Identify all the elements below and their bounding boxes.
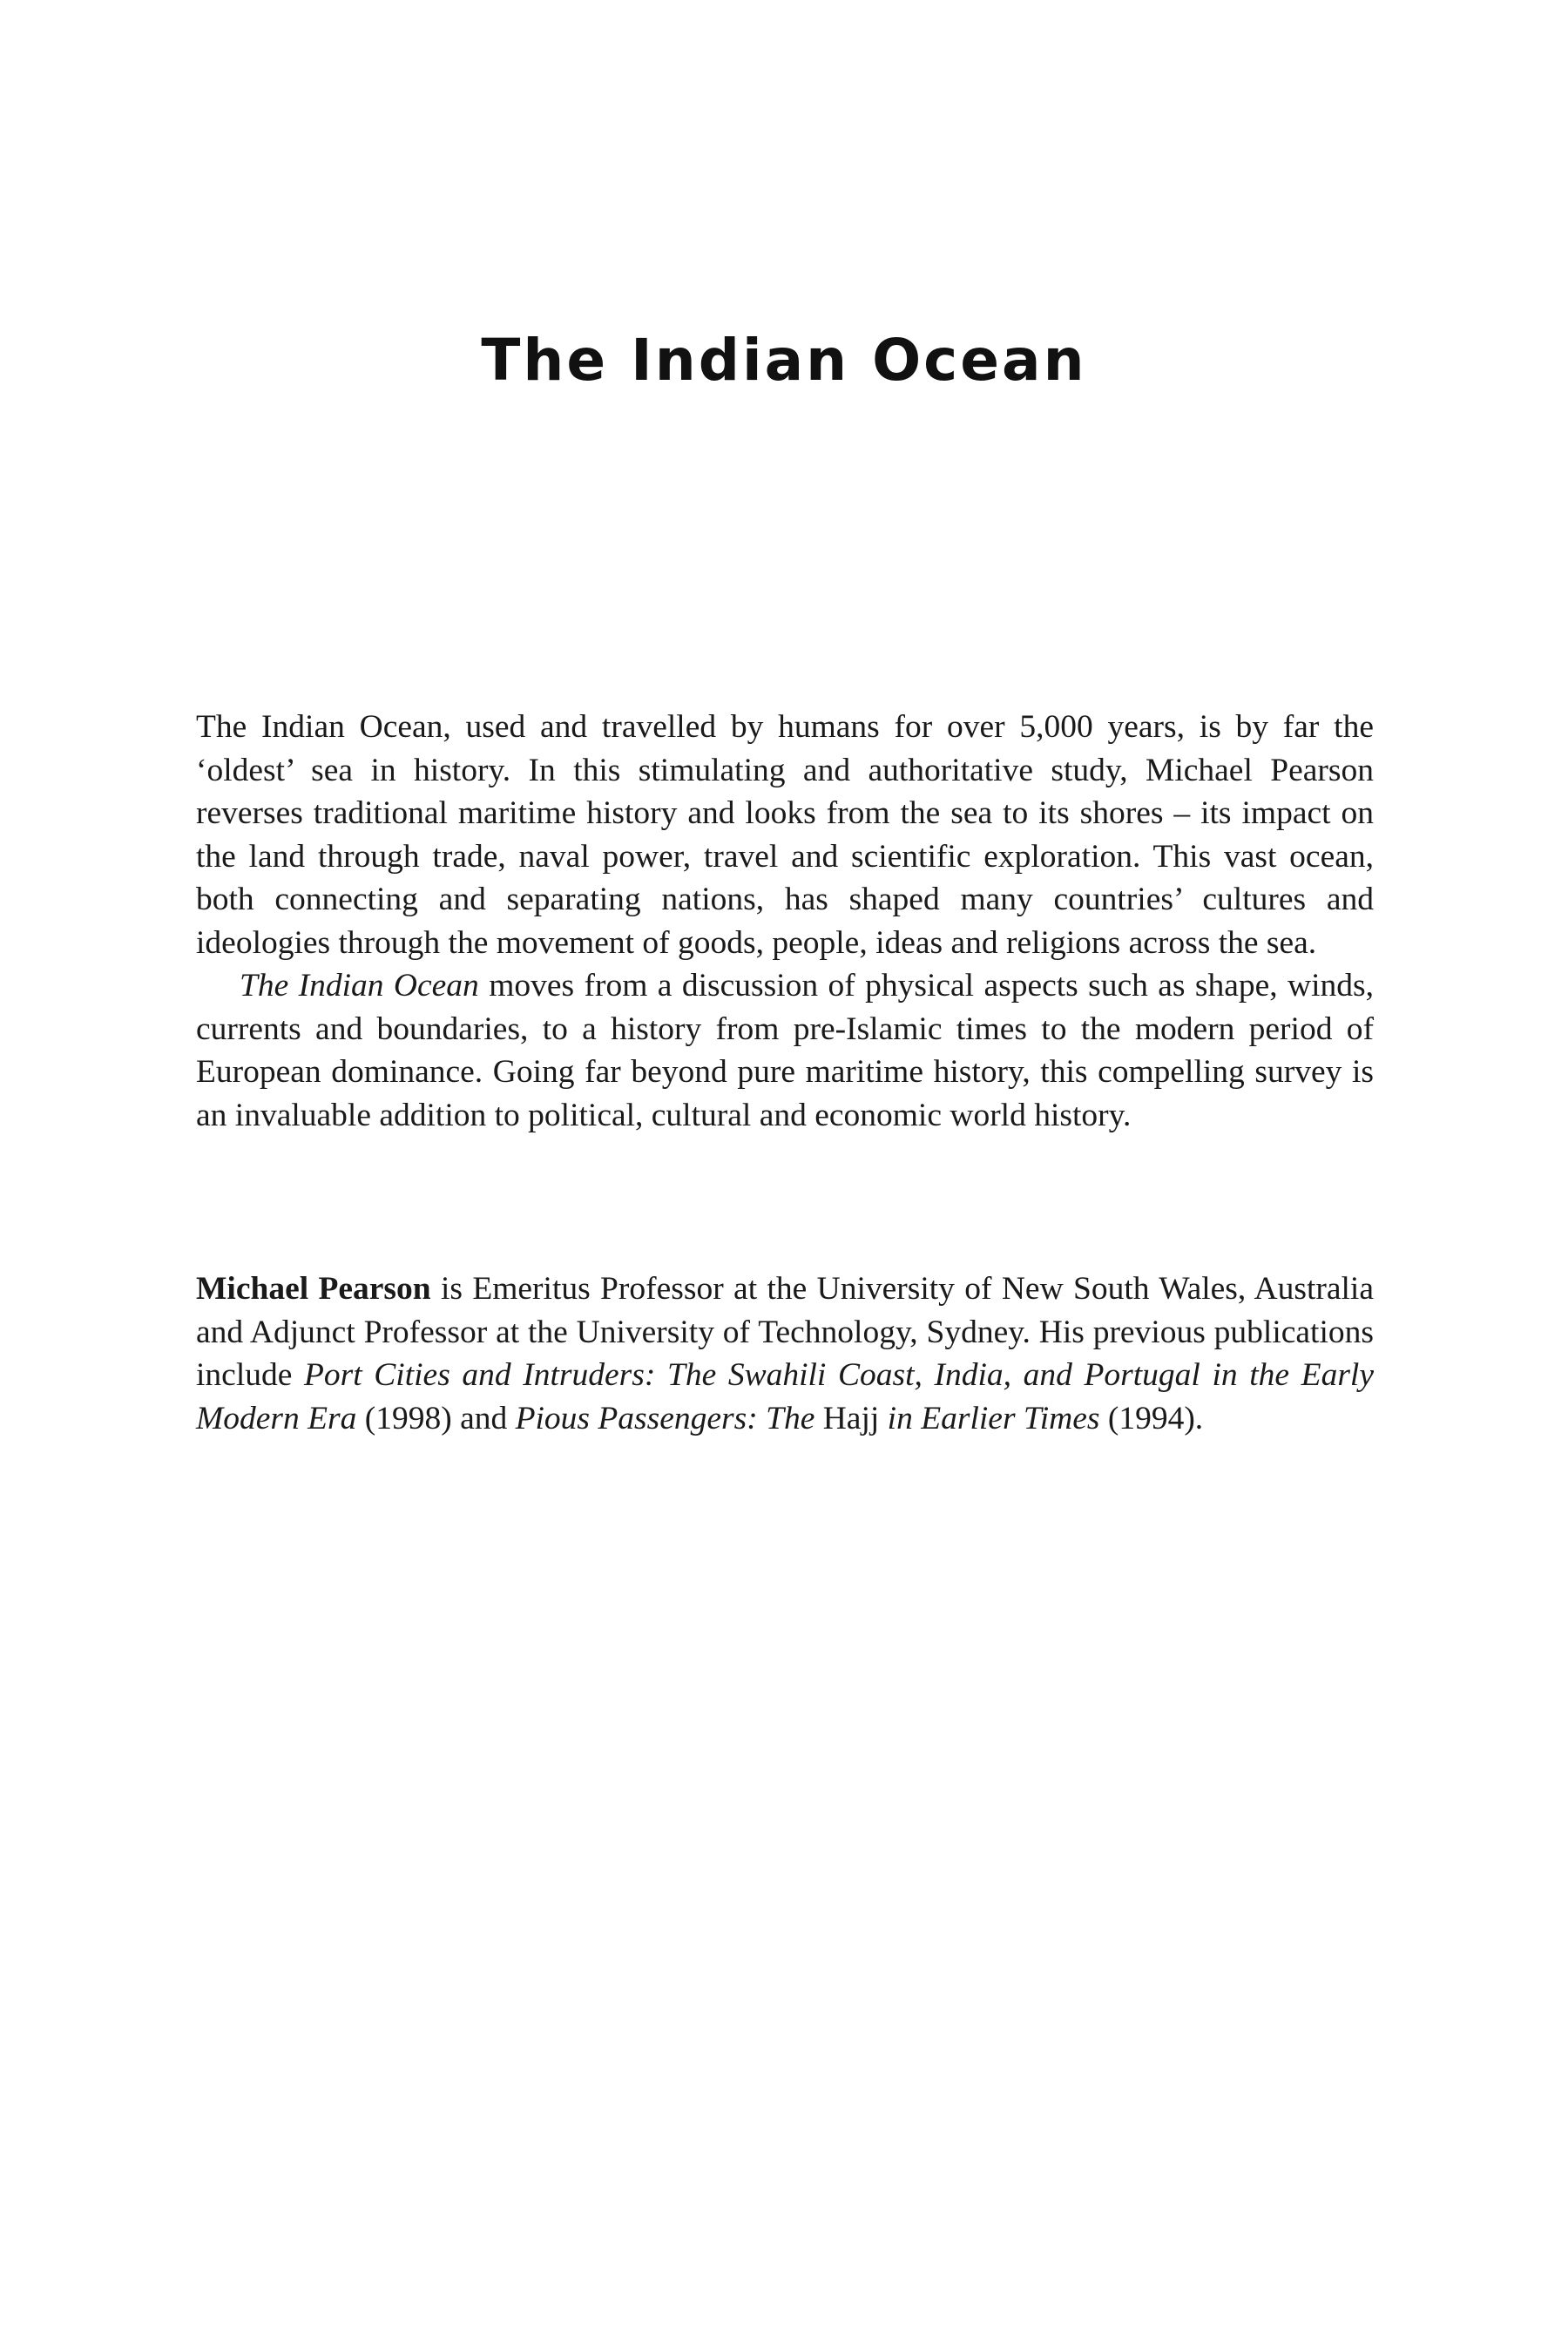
previous-work-2-title-part-a: Pious Passengers: The — [515, 1400, 815, 1436]
author-bio-paragraph — [196, 1267, 1374, 1440]
page-title: The Indian Ocean — [481, 327, 1087, 394]
previous-work-2-title-part-c: in Earlier Times — [887, 1400, 1100, 1436]
previous-work-2-title-part-b: Hajj — [814, 1400, 888, 1436]
description-paragraph-2-text: moves from a discussion of physical aspects such as shape, winds, currents and boundaries, to a history from pre-Islamic times to the modern period of European dominance. Going far beyond pure maritime history, this compelling survey is an invaluable addition to political, cultural and economic world history. — [196, 968, 1375, 1133]
author-name: Michael Pearson — [196, 1271, 431, 1307]
previous-work-2-year: (1994). — [1099, 1400, 1204, 1436]
author-biography — [196, 1267, 1374, 1440]
book-title-reference: The Indian Ocean — [240, 968, 479, 1004]
previous-work-1-year: (1998) and — [356, 1400, 516, 1436]
previous-work-1-title: Port Cities and Intruders: The Swahili Coast, India, and Portugal in the Early Modern Era — [196, 1357, 1374, 1436]
book-description — [196, 706, 1374, 1137]
description-paragraph-2 — [196, 964, 1374, 1137]
description-paragraph-1: The Indian Ocean, used and travelled by humans for over 5,000 years, is by far the ‘oldest’ sea in history. In this stimulating and authoritative study, Michael Pearson reverses traditional maritime history and looks from the sea to its shores – its impact on the land through trade, naval power, travel and scientific exploration. This vast ocean, both connecting and separating nations, has shaped many countries’ cultures and ideologies through the movement of goods, people, ideas and religions across the sea. — [196, 709, 1374, 961]
author-bio-text: is Emeritus Professor at the University of New South Wales, Australia and Adjunct Professor at the University of Technology, Sydney. His previous publications include — [196, 1271, 1374, 1393]
